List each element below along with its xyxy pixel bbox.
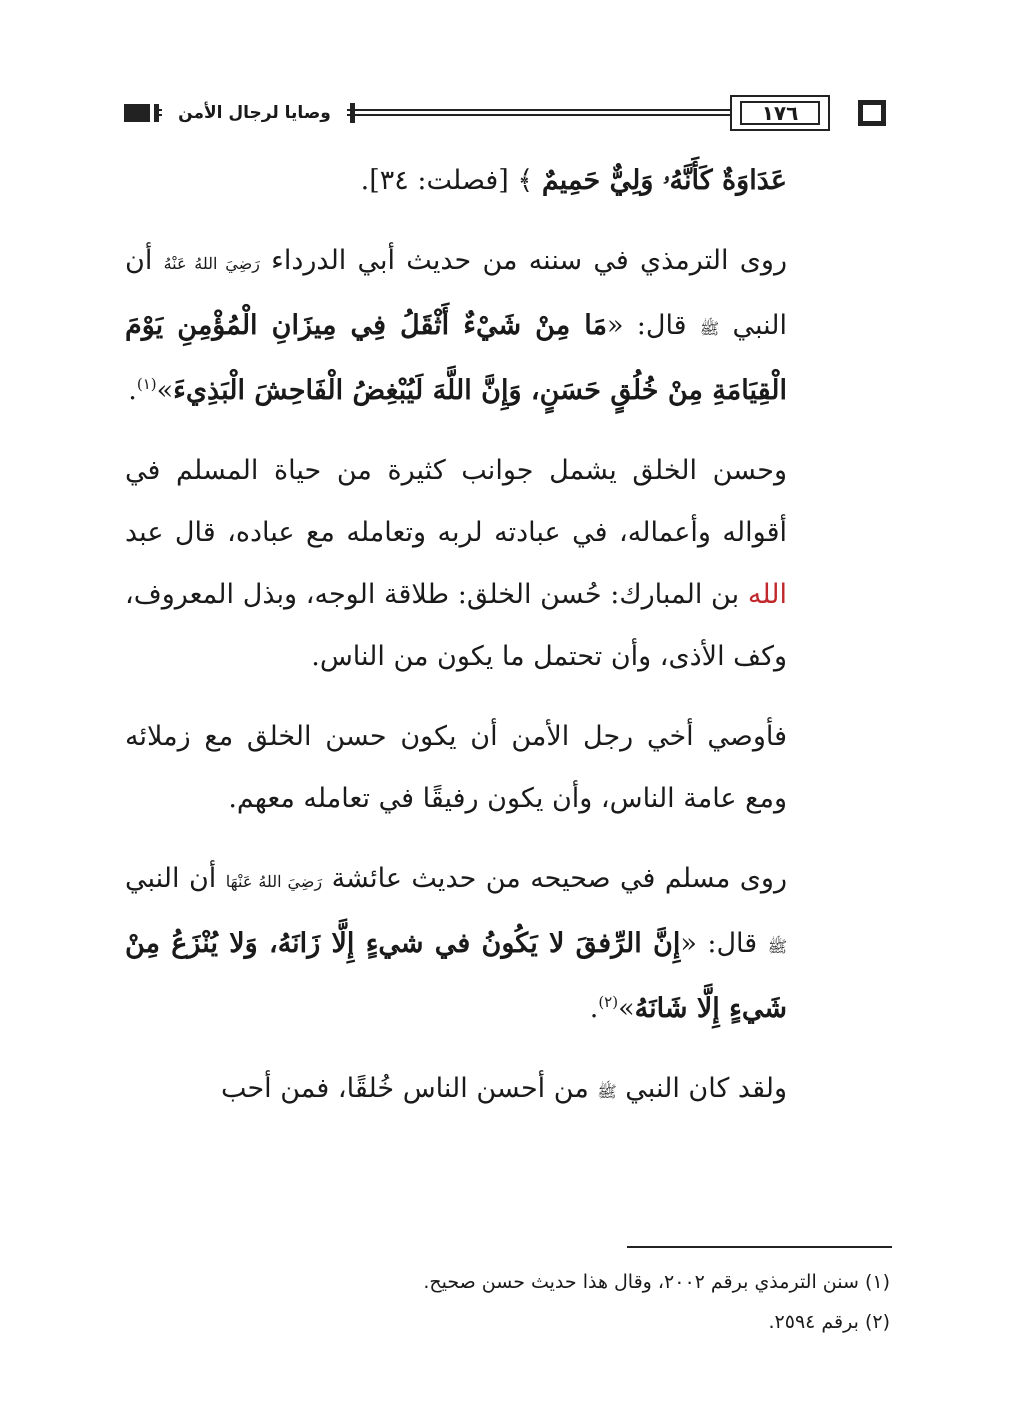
paragraph-text: ولقد كان النبي (625, 1073, 787, 1104)
header-ornament-bar (154, 104, 159, 122)
paragraph-good-character (125, 440, 787, 688)
running-title: وصايا لرجال الأمن (162, 99, 347, 127)
salutation-glyph: ﷺ (767, 937, 788, 956)
paragraph-text: أن النبي (125, 863, 217, 894)
footnote-ref-2[interactable]: (٢) (598, 993, 619, 1011)
salutation-glyph: ﷺ (699, 319, 720, 338)
footnotes (300, 1262, 890, 1342)
paragraph-text: أن النبي (125, 245, 787, 341)
page-number-frame (730, 95, 830, 131)
header-ornament-separator (350, 103, 355, 123)
paragraph-text: قال: « (680, 928, 758, 959)
header-ornament-right (858, 100, 886, 126)
paragraph-end: . (589, 993, 599, 1024)
quran-verse: عَدَاوَةٌ كَأَنَّهُۥ وَلِيٌّ حَمِيمٌ (541, 165, 787, 196)
footnote-2: (٢) برقم ٢٥٩٤. (768, 1311, 890, 1333)
page-header (118, 95, 898, 139)
paragraph-end: . (128, 375, 137, 406)
paragraph-text: من أحسن الناس خُلقًا، فمن أحب (220, 1073, 589, 1104)
paragraph-muslim (125, 848, 787, 1040)
verse-bracket: ﴾ (517, 165, 534, 196)
salutation-glyph: ﷺ (597, 1082, 617, 1101)
divine-name: الله (747, 579, 787, 610)
paragraph-text: روى الترمذي في سننه من حديث أبي الدرداء (271, 245, 787, 276)
hadith-text: إِنَّ الرِّفقَ لا يَكُونُ في شيءٍ إِلَّا زَانَهُ، وَلا يُنْزَعُ مِنْ شَيءٍ إِلَّا شَانَهُ (125, 928, 787, 1024)
header-ornament-left (124, 104, 150, 122)
page-body (125, 150, 787, 1123)
honorific-glyph: رَضِيَ اللهُ عَنْهُ (163, 254, 260, 273)
paragraph-prophet (125, 1058, 787, 1123)
paragraph-text: بن المبارك: حُسن الخلق: طلاقة الوجه، وبذل المعروف، وكف الأذى، وأن تحتمل ما يكون من الناس. (125, 579, 787, 672)
paragraph-text: روى مسلم في صحيحه من حديث عائشة (331, 863, 787, 894)
footnote-ref-1[interactable]: (١) (136, 375, 157, 393)
paragraph-tirmidhi (125, 230, 787, 422)
honorific-glyph: رَضِيَ اللهُ عَنْهَا (225, 872, 323, 891)
hadith-text: مَا مِنْ شَيْءٌ أَثْقَلُ فِي مِيزَانِ الْمُؤْمِنِ يَوْمَ الْقِيَامَةِ مِنْ خُلُقٍ حَسَنٍ، وَإِنَّ اللَّهَ لَيُبْغِضُ الْفَاحِشَ الْبَذِيءَ (125, 310, 787, 406)
verse-line (125, 150, 787, 212)
footnote-divider (627, 1246, 892, 1248)
paragraph-advice: فأوصي أخي رجل الأمن أن يكون حسن الخلق مع زملائه ومع عامة الناس، وأن يكون رفيقًا في تعامله معهم. (125, 721, 787, 814)
verse-citation: [فصلت: ٣٤]. (360, 165, 509, 196)
quote-close: » (618, 993, 635, 1024)
footnote-1: (١) سنن الترمذي برقم ٢٠٠٢، وقال هذا حديث حسن صحيح. (423, 1271, 890, 1293)
quote-close: » (156, 375, 174, 406)
paragraph-text: وحسن الخلق يشمل جوانب كثيرة من حياة المسلم في أقواله وأعماله، في عبادته لربه وتعامله مع عباده، قال عبد (125, 455, 787, 548)
page-number: ١٧٦ (761, 101, 799, 125)
paragraph-text: قال: « (606, 310, 687, 341)
